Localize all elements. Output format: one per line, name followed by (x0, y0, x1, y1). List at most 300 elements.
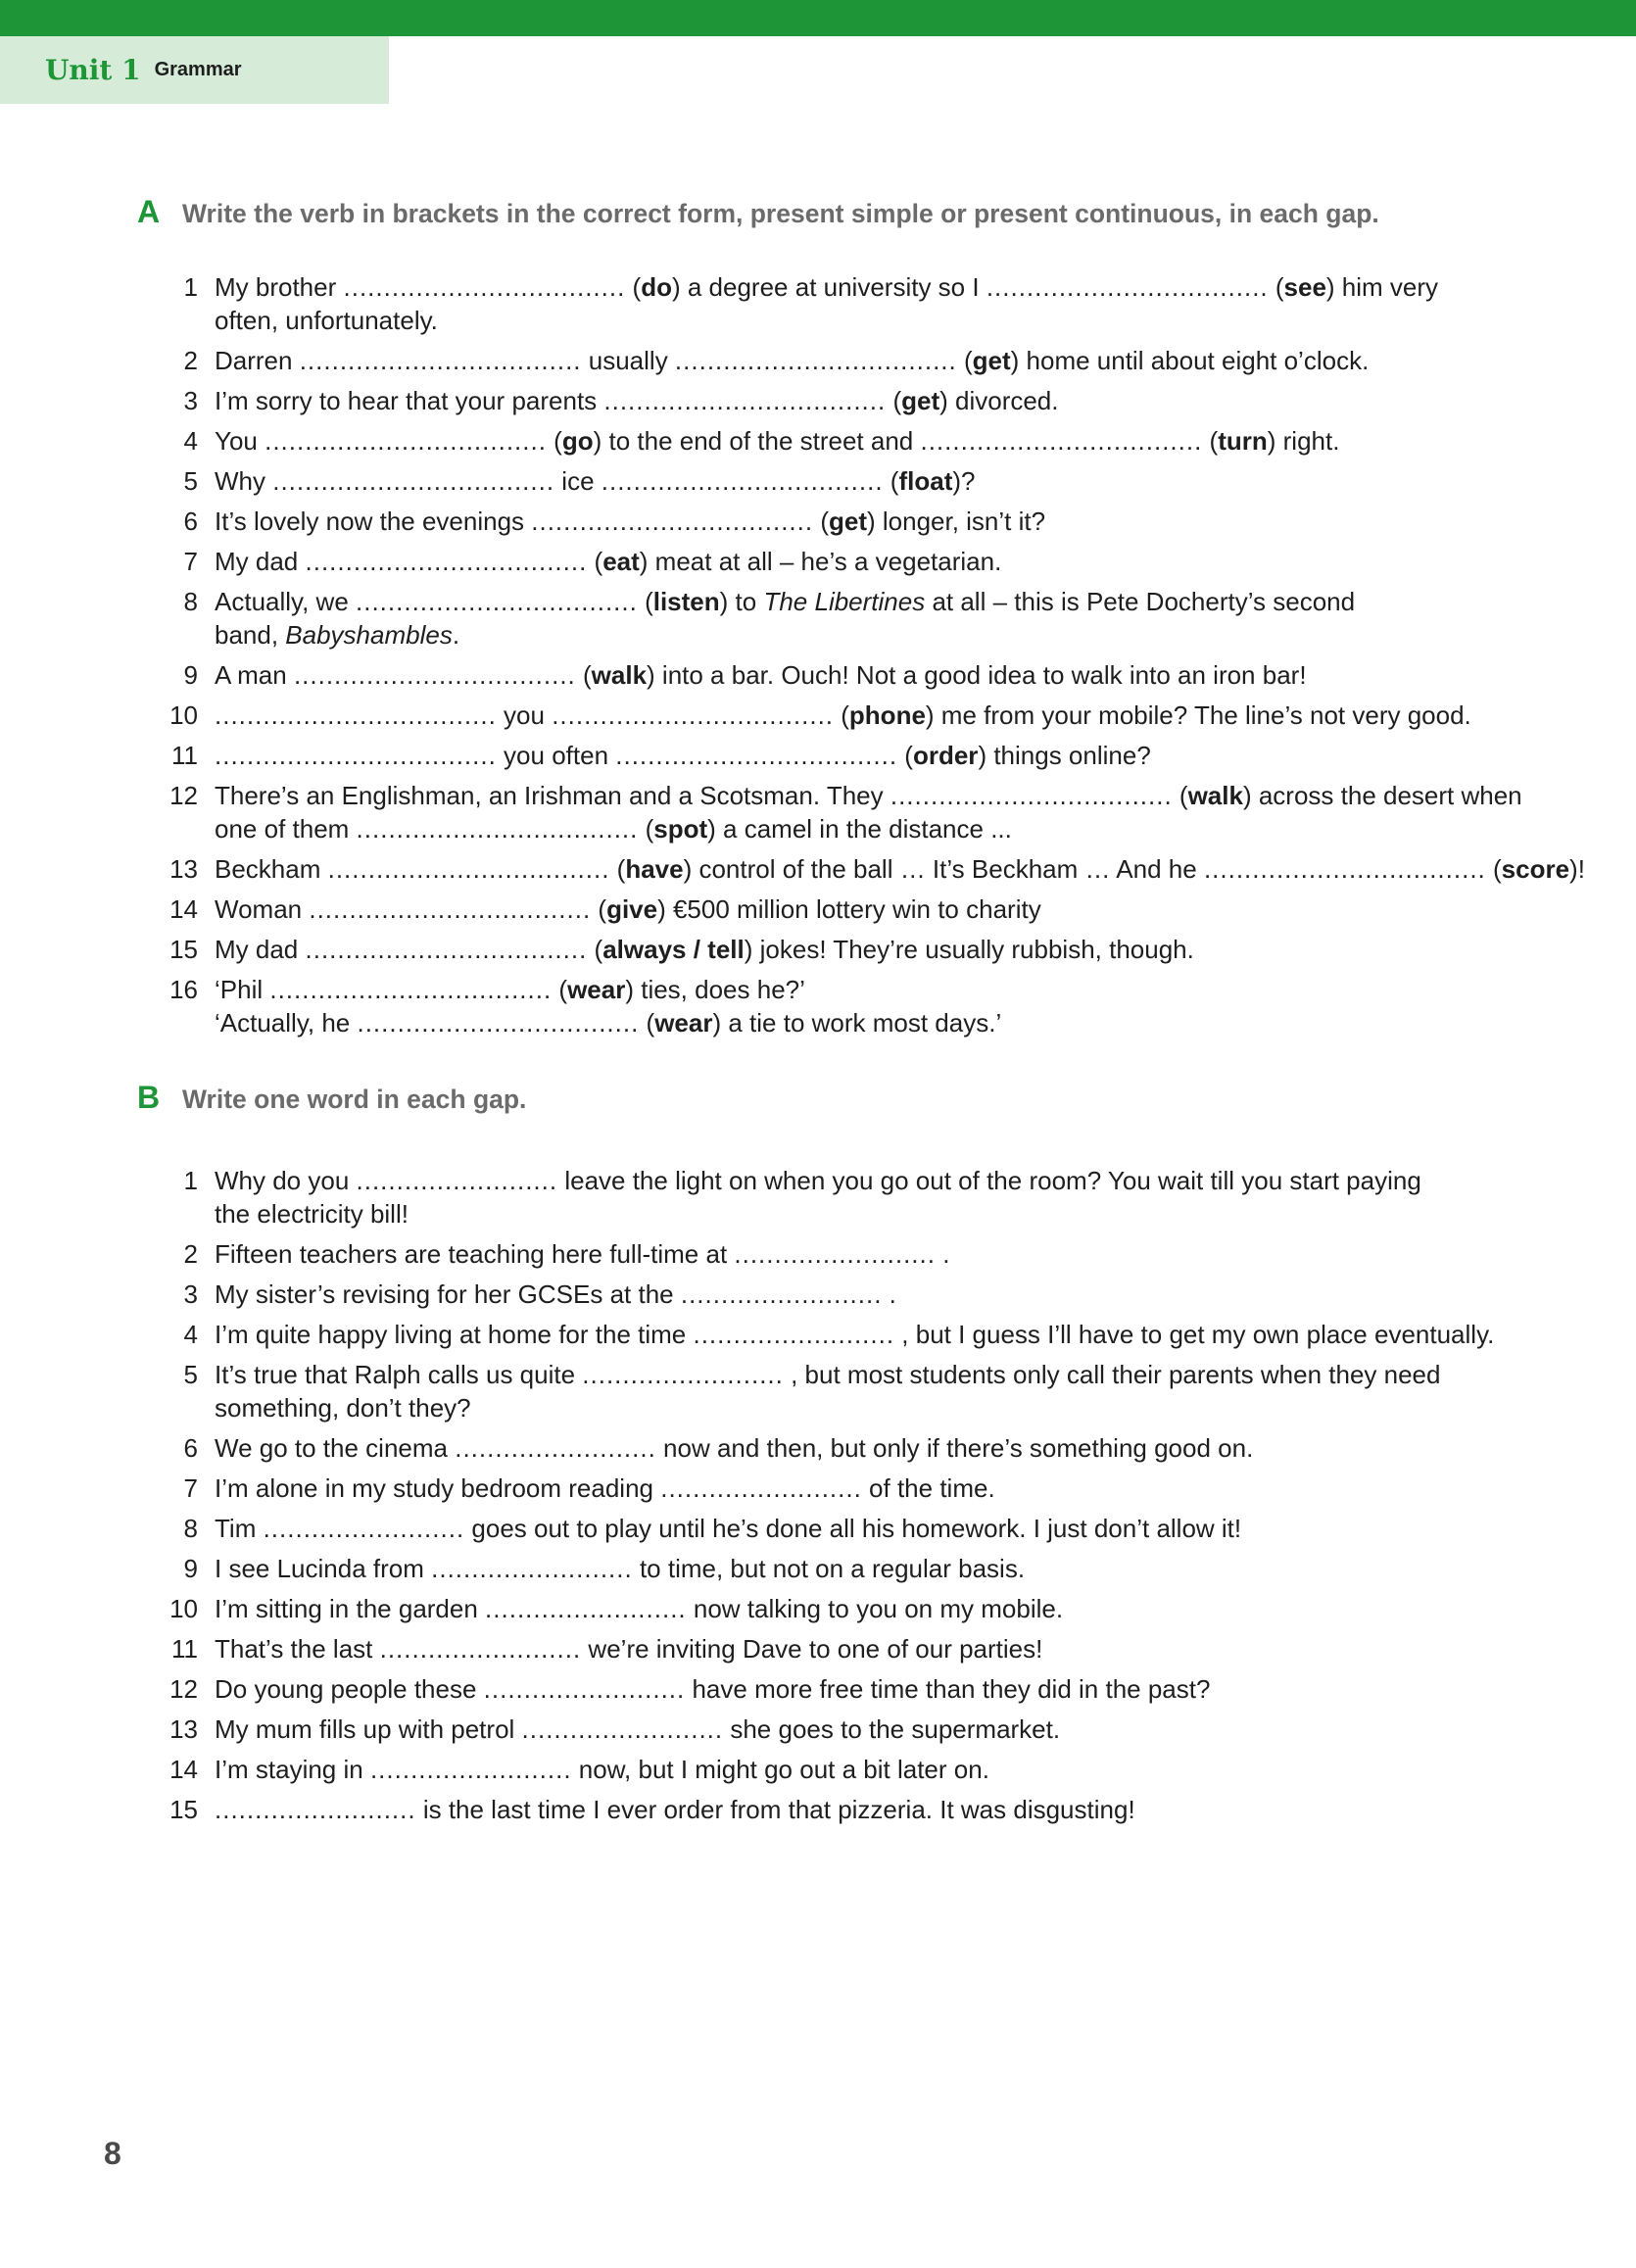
item-text (215, 1793, 1527, 1826)
item-segment: It’s true that Ralph calls us quite (215, 1360, 583, 1389)
item-segment: Beckham (215, 854, 328, 884)
answer-gap[interactable]: ................................... (309, 894, 592, 924)
item-number: 13 (169, 854, 198, 884)
answer-gap[interactable]: ................................... (265, 426, 547, 456)
exercise-item (0, 1431, 1636, 1465)
italic-title: The Libertines (763, 587, 926, 616)
item-segment: ) jokes! They’re usually rubbish, though. (744, 935, 1194, 964)
item-line (215, 1472, 1527, 1505)
item-segment: Actually, we (215, 587, 357, 616)
item-segment: ‘Phil (215, 975, 270, 1004)
item-segment: I’m staying in (215, 1755, 370, 1784)
item-segment: ( (587, 935, 603, 964)
item-segment: ( (591, 894, 607, 924)
item-segment: ) divorced. (939, 386, 1059, 415)
item-text (215, 1431, 1527, 1465)
item-segment: ( (638, 814, 654, 844)
exercise-item (0, 1237, 1636, 1271)
italic-title: Babyshambles (285, 620, 453, 650)
verb-prompt: order (912, 741, 979, 770)
exercise-item (0, 1793, 1636, 1826)
exercise-item (0, 973, 1636, 1039)
item-number: 11 (171, 1634, 198, 1664)
item-number: 2 (183, 1239, 198, 1269)
item-segment: at all – this is Pete Docherty’s second (925, 587, 1356, 616)
answer-gap[interactable]: ......................... (734, 1239, 936, 1269)
item-number: 3 (183, 1279, 198, 1309)
item-segment: My mum fills up with petrol (215, 1714, 522, 1744)
item-line (215, 852, 1585, 886)
item-segment: ( (637, 587, 653, 616)
answer-gap[interactable]: ................................... (215, 741, 497, 770)
item-line (215, 618, 1527, 651)
exercise-item (0, 384, 1636, 417)
item-segment: Why (215, 466, 273, 496)
exercise-b (0, 1078, 1636, 1833)
item-number: 12 (169, 1674, 198, 1704)
exercise-item (0, 779, 1636, 845)
item-line (215, 1006, 1527, 1039)
verb-prompt: float (898, 466, 953, 496)
exercise-b-instruction: Write one word in each gap. (182, 1085, 527, 1114)
item-line (215, 1237, 1527, 1271)
item-line (215, 1592, 1527, 1625)
item-segment: ( (546, 426, 562, 456)
answer-gap[interactable]: ......................... (485, 1594, 687, 1623)
item-segment: It’s lovely now the evenings (215, 507, 532, 536)
answer-gap[interactable]: ......................... (379, 1634, 582, 1664)
item-segment: ) control of the ball … It’s Beckham … And he (683, 854, 1204, 884)
item-text (215, 1237, 1527, 1271)
answer-gap[interactable]: ................................... (603, 386, 887, 415)
answer-gap[interactable]: ................................... (305, 935, 588, 964)
answer-gap[interactable]: ......................... (660, 1473, 862, 1503)
unit-label: Unit 1 (45, 54, 141, 86)
verb-prompt: do (641, 272, 672, 302)
item-segment: something, don’t they? (215, 1393, 471, 1423)
item-line (215, 1431, 1527, 1465)
item-text (215, 1512, 1527, 1545)
item-segment: ( (625, 272, 642, 302)
item-text (215, 1592, 1527, 1625)
answer-gap[interactable]: ......................... (431, 1554, 633, 1583)
item-line (215, 424, 1527, 458)
item-segment: we’re inviting Dave to one of our parties! (581, 1634, 1043, 1664)
answer-gap[interactable]: ................................... (269, 975, 553, 1004)
item-segment: ) to (719, 587, 764, 616)
exercise-a-items (0, 270, 1636, 1039)
item-line (215, 893, 1527, 926)
answer-gap[interactable]: ......................... (582, 1360, 784, 1389)
item-line (215, 1552, 1527, 1585)
item-line (215, 505, 1527, 538)
item-line (215, 1391, 1527, 1424)
item-segment: Woman (215, 894, 310, 924)
item-text (215, 505, 1527, 538)
verb-prompt: walk (591, 660, 648, 690)
answer-gap[interactable]: ................................... (356, 814, 639, 844)
item-segment: ( (1268, 272, 1284, 302)
item-line (215, 933, 1527, 966)
answer-gap[interactable]: ................................... (299, 346, 582, 375)
item-text (215, 699, 1527, 732)
item-number: 7 (183, 1473, 198, 1503)
item-line (215, 699, 1527, 732)
item-number: 5 (183, 466, 198, 496)
item-segment: ice (554, 466, 601, 496)
item-line (215, 1753, 1527, 1786)
item-segment: )! (1569, 854, 1585, 884)
exercise-a (0, 192, 1636, 1046)
item-segment: A man (215, 660, 294, 690)
item-segment: ) a camel in the distance ... (707, 814, 1012, 844)
item-segment: ) into a bar. Ouch! Not a good idea to walk into an iron bar! (647, 660, 1307, 690)
item-segment: My brother (215, 272, 344, 302)
item-segment: Tim (215, 1514, 264, 1543)
item-segment: ) a tie to work most days.’ (712, 1008, 1002, 1037)
item-number: 8 (183, 587, 198, 616)
answer-gap[interactable]: ......................... (483, 1674, 686, 1704)
item-segment: you often (496, 741, 616, 770)
verb-prompt: go (561, 426, 594, 456)
item-text (215, 1164, 1527, 1231)
answer-gap[interactable]: ................................... (674, 346, 957, 375)
item-number: 2 (183, 346, 198, 375)
item-line (215, 658, 1527, 692)
item-segment: one of them (215, 814, 357, 844)
item-text (215, 739, 1527, 772)
item-segment: ) across the desert when (1242, 781, 1522, 810)
verb-prompt: phone (848, 700, 926, 730)
item-segment: I’m quite happy living at home for the time (215, 1320, 694, 1349)
item-segment: ( (639, 1008, 655, 1037)
exercise-item (0, 545, 1636, 578)
item-text (215, 545, 1527, 578)
verb-prompt: score (1501, 854, 1570, 884)
item-segment: ( (956, 346, 973, 375)
exercise-item (0, 739, 1636, 772)
answer-gap[interactable]: ................................... (1203, 854, 1486, 884)
exercise-b-heading (0, 1078, 1636, 1117)
item-number: 10 (169, 1594, 198, 1623)
item-text (215, 933, 1527, 966)
item-segment: Do young people these (215, 1674, 484, 1704)
item-number: 3 (183, 386, 198, 415)
item-segment: I’m alone in my study bedroom reading (215, 1473, 661, 1503)
item-segment: ) things online? (978, 741, 1151, 770)
item-segment: ( (897, 741, 913, 770)
item-line (215, 1164, 1527, 1197)
exercise-item (0, 1164, 1636, 1231)
item-number: 7 (183, 547, 198, 576)
answer-gap[interactable]: ................................... (601, 466, 884, 496)
item-segment: ( (886, 386, 902, 415)
item-number: 12 (169, 781, 198, 810)
verb-prompt: get (972, 346, 1011, 375)
item-segment: . (452, 620, 460, 650)
answer-gap[interactable]: ................................... (215, 700, 497, 730)
answer-gap[interactable]: ......................... (455, 1433, 656, 1463)
item-text (215, 1278, 1527, 1311)
item-segment: ) him very (1325, 272, 1439, 302)
item-segment: ) meat at all – he’s a vegetarian. (639, 547, 1002, 576)
item-segment: ( (587, 547, 603, 576)
item-segment: Fifteen teachers are teaching here full-time at (215, 1239, 735, 1269)
item-segment: ( (575, 660, 592, 690)
item-number: 13 (169, 1714, 198, 1744)
item-line (215, 1512, 1527, 1545)
answer-gap[interactable]: ......................... (263, 1514, 465, 1543)
exercise-item (0, 1278, 1636, 1311)
item-segment: ( (1485, 854, 1502, 884)
item-segment: ( (883, 466, 899, 496)
item-segment: ( (834, 700, 849, 730)
exercise-item (0, 1632, 1636, 1665)
item-segment: she goes to the supermarket. (723, 1714, 1061, 1744)
item-number: 9 (183, 660, 198, 690)
verb-prompt: get (901, 386, 940, 415)
verb-prompt: give (606, 894, 658, 924)
answer-gap[interactable]: ................................... (986, 272, 1269, 302)
item-segment: )? (952, 466, 976, 496)
exercise-b-letter: B (137, 1080, 161, 1115)
answer-gap[interactable]: ................................... (343, 272, 626, 302)
item-segment: . (882, 1279, 896, 1309)
exercise-a-letter: A (137, 194, 161, 229)
item-text (215, 464, 1527, 498)
answer-gap[interactable]: ......................... (680, 1279, 883, 1309)
item-line (215, 1793, 1527, 1826)
item-line (215, 1632, 1527, 1665)
answer-gap[interactable]: ......................... (215, 1795, 416, 1824)
item-text (215, 424, 1527, 458)
verb-prompt: turn (1218, 426, 1268, 456)
item-number: 14 (169, 1755, 198, 1784)
verb-prompt: always / tell (602, 935, 745, 964)
item-line (215, 344, 1527, 377)
item-segment: leave the light on when you go out of the room? You wait till you start paying (557, 1166, 1421, 1195)
item-number: 14 (169, 894, 198, 924)
answer-gap[interactable]: ................................... (890, 781, 1173, 810)
item-line (215, 1713, 1527, 1746)
verb-prompt: wear (654, 1008, 713, 1037)
answer-gap[interactable]: ......................... (693, 1320, 895, 1349)
item-line (215, 545, 1527, 578)
exercise-item (0, 893, 1636, 926)
exercise-item (0, 464, 1636, 498)
item-number: 6 (183, 1433, 198, 1463)
item-text (215, 1552, 1527, 1585)
item-line (215, 739, 1527, 772)
exercise-item (0, 1512, 1636, 1545)
item-segment: , but I guess I’ll have to get my own place eventually. (894, 1320, 1495, 1349)
item-number: 8 (183, 1514, 198, 1543)
item-segment: you (496, 700, 553, 730)
verb-prompt: get (828, 507, 867, 536)
item-line (215, 585, 1527, 618)
item-segment: is the last time I ever order from that pizzeria. It was disgusting! (415, 1795, 1135, 1824)
exercise-item (0, 344, 1636, 377)
item-segment: ) me from your mobile? The line’s not very good. (925, 700, 1471, 730)
item-segment: ( (813, 507, 829, 536)
exercise-item (0, 1713, 1636, 1746)
item-segment: now talking to you on my mobile. (686, 1594, 1064, 1623)
answer-gap[interactable]: ................................... (531, 507, 814, 536)
item-segment: to time, but not on a regular basis. (632, 1554, 1026, 1583)
item-line (215, 973, 1527, 1006)
exercise-item (0, 585, 1636, 651)
unit-tab (0, 36, 389, 104)
item-text (215, 585, 1527, 651)
answer-gap[interactable]: ................................... (293, 660, 576, 690)
item-text (215, 384, 1527, 417)
verb-prompt: listen (652, 587, 720, 616)
item-segment: I’m sitting in the garden (215, 1594, 486, 1623)
item-line (215, 1278, 1527, 1311)
item-text (215, 270, 1527, 337)
answer-gap[interactable]: ................................... (552, 700, 835, 730)
item-text (215, 1672, 1527, 1706)
exercise-item (0, 1592, 1636, 1625)
item-segment: now and then, but only if there’s something good on. (655, 1433, 1254, 1463)
exercise-b-items (0, 1164, 1636, 1826)
item-text (215, 1472, 1527, 1505)
item-text (215, 852, 1585, 886)
item-segment: That’s the last (215, 1634, 380, 1664)
item-text (215, 893, 1527, 926)
exercise-item (0, 270, 1636, 337)
item-number: 11 (171, 741, 198, 770)
item-number: 9 (183, 1554, 198, 1583)
item-number: 6 (183, 507, 198, 536)
answer-gap[interactable]: ................................... (615, 741, 898, 770)
item-line (215, 779, 1527, 812)
item-segment: My sister’s revising for her GCSEs at the (215, 1279, 681, 1309)
exercise-item (0, 1552, 1636, 1585)
exercise-a-heading (0, 192, 1636, 231)
item-segment: goes out to play until he’s done all his homework. I just don’t allow it! (464, 1514, 1242, 1543)
item-segment: I’m sorry to hear that your parents (215, 386, 604, 415)
item-segment: ) €500 million lottery win to charity (657, 894, 1041, 924)
answer-gap[interactable]: ......................... (356, 1166, 558, 1195)
item-segment: Why do you (215, 1166, 357, 1195)
answer-gap[interactable]: ................................... (357, 1008, 640, 1037)
item-segment: ‘Actually, he (215, 1008, 358, 1037)
answer-gap[interactable]: ................................... (272, 466, 555, 496)
section-label: Grammar (154, 59, 242, 80)
exercise-item (0, 1472, 1636, 1505)
item-segment: have more free time than they did in the past? (685, 1674, 1211, 1704)
item-text (215, 1318, 1527, 1351)
item-segment: . (935, 1239, 950, 1269)
item-line (215, 384, 1527, 417)
item-segment: Darren (215, 346, 300, 375)
item-segment: ) right. (1267, 426, 1340, 456)
item-segment: of the time. (861, 1473, 995, 1503)
item-segment: My dad (215, 935, 306, 964)
item-segment: usually (581, 346, 675, 375)
item-segment: There’s an Englishman, an Irishman and a Scotsman. They (215, 781, 890, 810)
item-line (215, 1197, 1527, 1231)
item-line (215, 304, 1527, 337)
item-segment: , but most students only call their parents when they need (783, 1360, 1441, 1389)
item-number: 4 (183, 426, 198, 456)
answer-gap[interactable]: ......................... (521, 1714, 724, 1744)
exercise-a-instruction: Write the verb in brackets in the correct form, present simple or present continuous, in each gap. (182, 199, 1379, 228)
item-segment: ) a degree at university so I (671, 272, 986, 302)
item-line (215, 464, 1527, 498)
item-line (215, 1318, 1527, 1351)
verb-prompt: eat (602, 547, 640, 576)
item-segment: I see Lucinda from (215, 1554, 432, 1583)
answer-gap[interactable]: ................................... (305, 547, 588, 576)
item-number: 16 (169, 975, 198, 1004)
verb-prompt: spot (653, 814, 708, 844)
exercise-item (0, 699, 1636, 732)
item-segment: ) home until about eight o’clock. (1010, 346, 1370, 375)
item-text (215, 779, 1527, 845)
item-segment: You (215, 426, 265, 456)
item-segment: ( (1172, 781, 1188, 810)
verb-prompt: have (625, 854, 684, 884)
answer-gap[interactable]: ......................... (369, 1755, 572, 1784)
page-number: 8 (104, 2136, 121, 2171)
answer-gap[interactable]: ................................... (920, 426, 1203, 456)
item-number: 15 (169, 935, 198, 964)
item-segment: band, (215, 620, 286, 650)
exercise-item (0, 505, 1636, 538)
item-segment: ( (609, 854, 626, 884)
item-number: 4 (183, 1320, 198, 1349)
item-line (215, 270, 1527, 304)
item-segment: We go to the cinema (215, 1433, 456, 1463)
item-segment: ) to the end of the street and (593, 426, 921, 456)
item-segment: often, unfortunately. (215, 306, 438, 335)
item-line (215, 1358, 1527, 1391)
item-number: 1 (183, 272, 198, 302)
header-color-bar (0, 0, 1636, 36)
answer-gap[interactable]: ................................... (356, 587, 638, 616)
exercise-item (0, 1672, 1636, 1706)
item-text (215, 1713, 1527, 1746)
item-line (215, 1672, 1527, 1706)
item-number: 1 (183, 1166, 198, 1195)
answer-gap[interactable]: ................................... (327, 854, 610, 884)
exercise-item (0, 1358, 1636, 1424)
item-text (215, 1753, 1527, 1786)
item-text (215, 344, 1527, 377)
item-number: 15 (169, 1795, 198, 1824)
verb-prompt: see (1283, 272, 1326, 302)
item-text (215, 658, 1527, 692)
item-segment: the electricity bill! (215, 1199, 409, 1229)
item-number: 5 (183, 1360, 198, 1389)
item-segment: My dad (215, 547, 306, 576)
item-line (215, 812, 1527, 845)
item-number: 10 (169, 700, 198, 730)
item-segment: ) ties, does he?’ (625, 975, 805, 1004)
exercise-item (0, 1753, 1636, 1786)
item-segment: now, but I might go out a bit later on. (571, 1755, 989, 1784)
verb-prompt: wear (567, 975, 626, 1004)
exercise-item (0, 658, 1636, 692)
item-text (215, 973, 1527, 1039)
exercise-item (0, 1318, 1636, 1351)
exercise-item (0, 852, 1636, 886)
exercise-item (0, 424, 1636, 458)
item-segment: ( (552, 975, 568, 1004)
item-segment: ( (1202, 426, 1219, 456)
